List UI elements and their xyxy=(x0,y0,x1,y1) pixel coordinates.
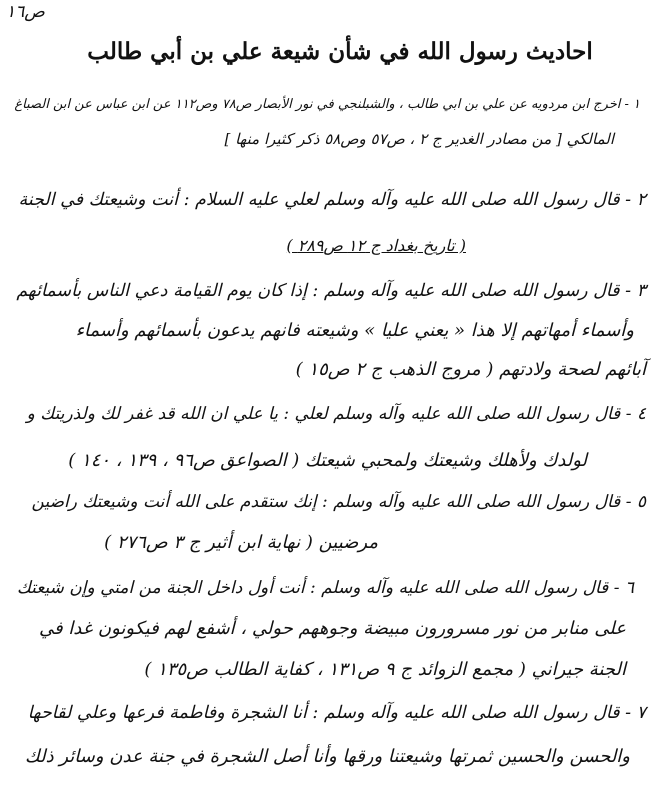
page-number: ص١٦ xyxy=(6,2,45,22)
text-line-1: ١ - اخرج ابن مردويه عن علي بن ابي طالب ، والشبلنجي في نور الأبصار ص٧٨ وص١١٢ عن ابن عباس عن ابن الصباغ xyxy=(14,97,640,112)
text-line-3: ٢ - قال رسول الله صلى الله عليه وآله وسلم لعلي عليه السلام : أنت وشيعتك في الجنة xyxy=(18,190,646,210)
page-title: احاديث رسول الله في شأن شيعة علي بن أبي طالب xyxy=(87,38,593,65)
text-line-12: ٦ - قال رسول الله صلى الله عليه وآله وسلم : أنت أول داخل الجنة من امتي وإن شيعتك xyxy=(16,578,634,598)
text-line-15: ٧ - قال رسول الله صلى الله عليه وآله وسلم : أنا الشجرة وفاطمة فرعها وعلي لقاحها xyxy=(27,703,646,723)
text-line-11: مرضيين ( نهاية ابن أثير ج ٣ ص٢٧٦ ) xyxy=(104,532,378,553)
text-line-5: ٣ - قال رسول الله صلى الله عليه وآله وسلم : إذا كان يوم القيامة دعي الناس بأسمائهم xyxy=(16,281,646,301)
text-line-2: المالكي [ من مصادر الغدير ج ٢ ، ص٥٧ وص٥٨ ذكر كثيرا منها ] xyxy=(224,130,614,148)
text-line-4: ( تاريخ بغداد ج ١٢ ص٢٨٩ ) xyxy=(286,236,466,255)
text-line-13: على منابر من نور مسرورون مبيضة وجوههم حولي ، أشفع لهم فيكونون غدا في xyxy=(38,618,626,639)
text-line-6: وأسماء أمهاتهم إلا هذا « يعني عليا » وشيعته فانهم يدعون بأسمائهم وأسماء xyxy=(75,320,634,341)
text-line-7: آبائهم لصحة ولادتهم ( مروج الذهب ج ٢ ص١٥ ) xyxy=(295,359,646,380)
text-line-8: ٤ - قال رسول الله صلى الله عليه وآله وسلم لعلي : يا علي ان الله قد غفر لك ولذريتك و xyxy=(26,404,646,424)
text-line-9: لولدك ولأهلك وشيعتك ولمحبي شيعتك ( الصواعق ص٩٦ ، ١٣٩ ، ١٤٠ ) xyxy=(68,450,587,471)
text-line-16: والحسن والحسين ثمرتها وشيعتنا ورقها وأنا أصل الشجرة في جنة عدن وسائر ذلك xyxy=(24,746,630,767)
text-line-10: ٥ - قال رسول الله صلى الله عليه وآله وسلم : إنك ستقدم على الله أنت وشيعتك راضين xyxy=(31,492,646,512)
text-line-14: الجنة جيراني ( مجمع الزوائد ج ٩ ص١٣١ ، كفاية الطالب ص١٣٥ ) xyxy=(144,659,626,680)
